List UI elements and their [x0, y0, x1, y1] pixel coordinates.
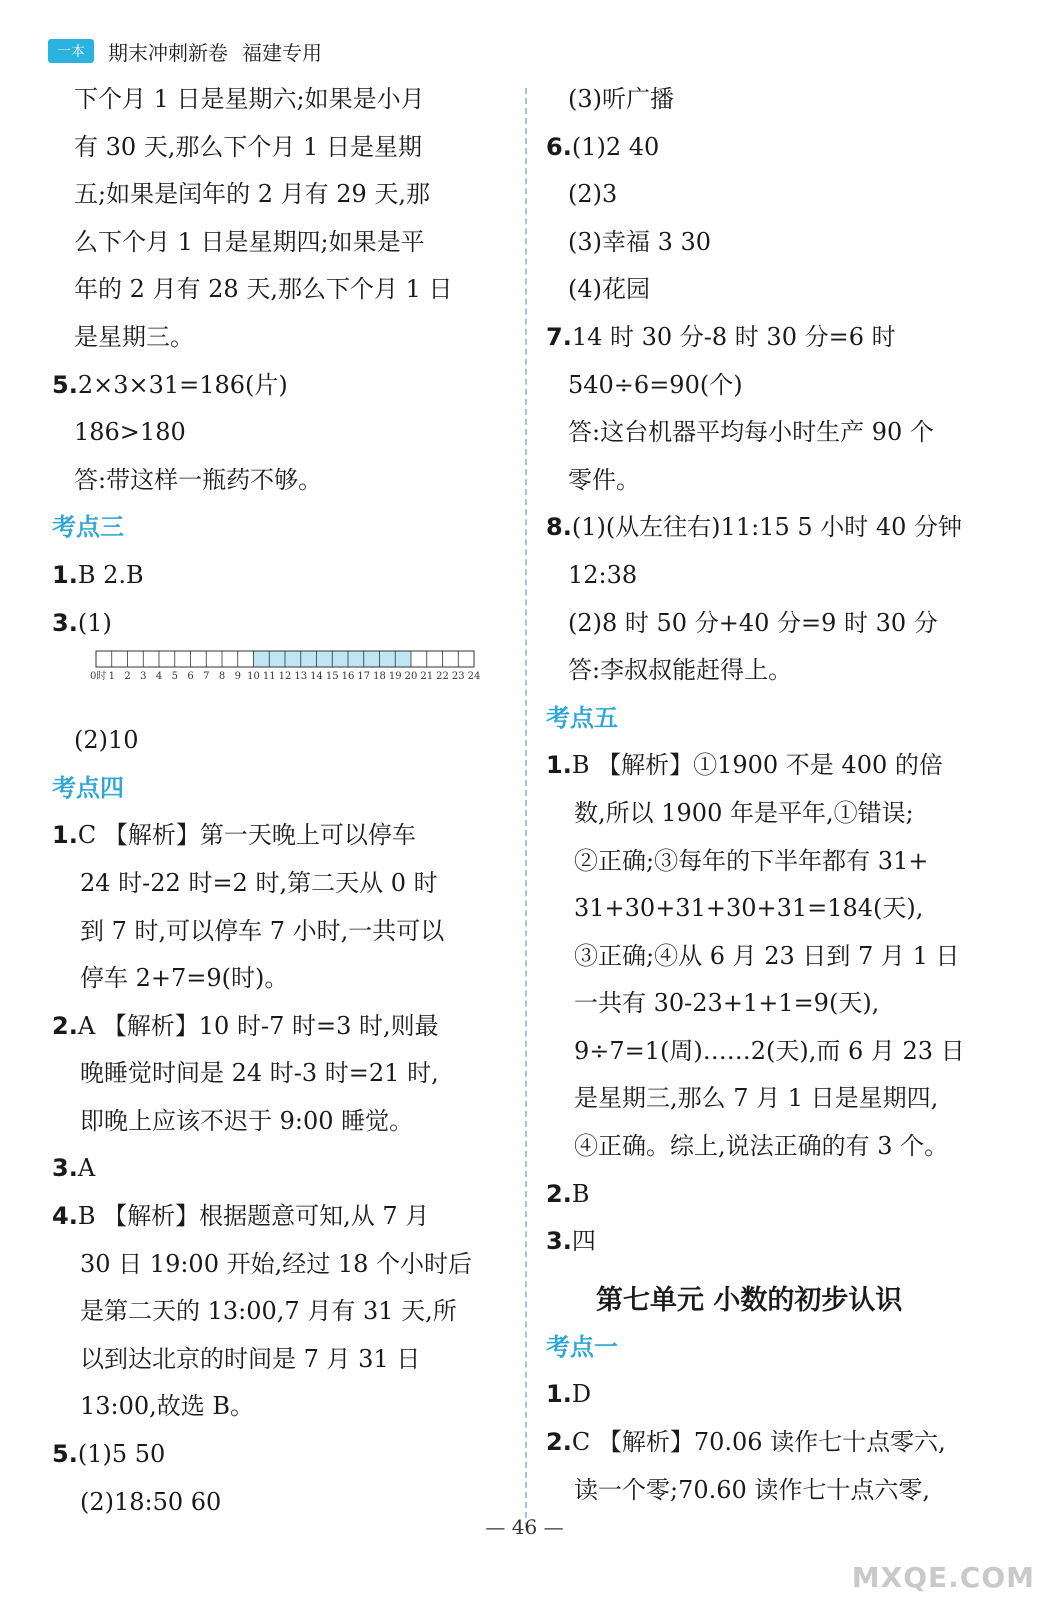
- answer-line: (2)18:50 60: [80, 1487, 222, 1516]
- answer-line: 是第二天的 13:00,7 月有 31 天,所: [80, 1297, 457, 1326]
- answer-item: [546, 1419, 1006, 1467]
- ruler-label: 20: [404, 671, 418, 683]
- question-number: 5.: [52, 370, 78, 399]
- time-ruler: [90, 647, 480, 683]
- answer-line: 一共有 30-23+1+1=9(天),: [574, 989, 880, 1018]
- section-heading: 考点四: [52, 773, 124, 802]
- answer-text: 14 时 30 分-8 时 30 分=6 时: [571, 322, 896, 351]
- answer-line: 五;如果是闰年的 2 月有 29 天,那: [74, 180, 431, 209]
- answer-item: [546, 124, 1006, 172]
- book-title: 期末冲刺新卷: [108, 40, 228, 65]
- answer-line: 零件。: [568, 465, 640, 494]
- ruler-label: 12: [278, 671, 292, 683]
- answer-item: [52, 362, 512, 410]
- answer-line: 答:这台机器平均每小时生产 90 个: [568, 418, 934, 447]
- answer-line: 12:38: [568, 560, 638, 589]
- answer-line: 31+30+31+30+31=184(天),: [574, 894, 924, 923]
- answer-item: [546, 742, 1006, 790]
- answer-line: (3)幸福 3 30: [568, 227, 712, 256]
- answer-line: 答:带这样一瓶药不够。: [74, 465, 323, 494]
- ruler-label: 19: [388, 671, 402, 683]
- answer-item: [52, 1193, 512, 1241]
- column-divider: [525, 88, 527, 1528]
- question-number: 5.: [52, 1440, 78, 1469]
- ruler-label: 16: [341, 671, 355, 683]
- answer-line: 么下个月 1 日是星期四;如果是平: [74, 227, 425, 256]
- answer-text: 2×3×31=186(片): [77, 370, 288, 399]
- answer-text: B 【解析】①1900 不是 400 的倍: [571, 751, 943, 780]
- ruler-label: 10: [247, 671, 260, 683]
- answer-line: 年的 2 月有 28 天,那么下个月 1 日: [74, 275, 453, 304]
- question-number: 2.: [546, 1428, 572, 1457]
- answer-item: [546, 504, 1006, 552]
- section-heading: 考点一: [546, 1332, 618, 1361]
- answer-line: 以到达北京的时间是 7 月 31 日: [80, 1344, 421, 1373]
- answer-text: 四: [571, 1227, 596, 1256]
- answer-line: ②正确;③每年的下半年都有 31+: [574, 846, 929, 875]
- answer-text: A: [77, 1154, 96, 1183]
- ruler-label: 21: [420, 671, 434, 683]
- answer-item: [52, 812, 512, 860]
- answer-text: (1)(从左往右)11:15 5 小时 40 分钟: [571, 513, 963, 542]
- answer-line: 是星期三,那么 7 月 1 日是星期四,: [574, 1084, 939, 1113]
- question-number: 2.: [546, 1179, 572, 1208]
- answer-line: 540÷6=90(个): [568, 370, 743, 399]
- brand-logo: 一本: [48, 39, 94, 63]
- left-column: [52, 76, 512, 1526]
- answer-line: 数,所以 1900 年是平年,①错误;: [574, 798, 914, 827]
- question-number: 1.: [52, 560, 78, 589]
- answer-line: 24 时-22 时=2 时,第二天从 0 时: [80, 868, 438, 897]
- ruler-label: 24: [467, 671, 480, 683]
- answer-line: 下个月 1 日是星期六;如果是小月: [74, 85, 425, 113]
- answer-text: B: [571, 1179, 590, 1208]
- answer-text: A 【解析】10 时-7 时=3 时,则最: [77, 1011, 439, 1040]
- answer-text: B 【解析】根据题意可知,从 7 月: [77, 1202, 430, 1231]
- answer-line: 30 日 19:00 开始,经过 18 个小时后: [80, 1249, 473, 1278]
- question-number: 3.: [52, 608, 78, 637]
- answer-line: (2)3: [568, 180, 618, 209]
- watermark: MXQE.COM: [851, 1561, 1035, 1594]
- question-number: 8.: [546, 513, 572, 542]
- answer-item: [52, 1145, 512, 1193]
- ruler-label: 7: [203, 671, 210, 683]
- page-number: — 46 —: [485, 1515, 564, 1539]
- answer-item: [52, 1431, 512, 1479]
- answer-text: (1)2 40: [571, 132, 660, 161]
- ruler-label: 5: [171, 671, 178, 683]
- unit-title: 第七单元 小数的初步认识: [596, 1284, 903, 1316]
- section-heading: 考点五: [546, 703, 618, 732]
- answer-line: (4)花园: [568, 275, 650, 304]
- answer-item: [546, 314, 1006, 362]
- ruler-label: 23: [451, 671, 465, 683]
- question-number: 7.: [546, 322, 572, 351]
- page-header: [48, 36, 322, 66]
- question-number: 1.: [52, 821, 78, 850]
- answer-line: ④正确。综上,说法正确的有 3 个。: [574, 1132, 949, 1161]
- answer-line: (2)10: [74, 726, 139, 755]
- answer-text: (1)5 50: [77, 1440, 166, 1469]
- answer-line: 是星期三。: [74, 322, 194, 351]
- answer-item: [546, 1371, 1006, 1419]
- ruler-label: 14: [310, 671, 323, 683]
- answer-line: 到 7 时,可以停车 7 小时,一共可以: [80, 916, 445, 945]
- ruler-label: 3: [140, 671, 147, 683]
- region-label: 福建专用: [242, 40, 322, 65]
- answer-line: 晚睡觉时间是 24 时-3 时=21 时,: [80, 1059, 439, 1088]
- ruler-label: 1: [108, 671, 115, 683]
- answer-item: [52, 552, 512, 600]
- answer-line: 停车 2+7=9(时)。: [80, 964, 289, 993]
- answer-line: ③正确;④从 6 月 23 日到 7 月 1 日: [574, 941, 960, 970]
- answer-item: [546, 1171, 1006, 1219]
- answer-text: D: [571, 1380, 592, 1409]
- ruler-label: 17: [357, 671, 371, 683]
- answer-text: (1): [77, 608, 112, 637]
- right-column: [546, 76, 1006, 1514]
- question-number: 3.: [52, 1154, 78, 1183]
- ruler-label: 2: [124, 671, 131, 683]
- question-number: 1.: [546, 751, 572, 780]
- ruler-label: 15: [325, 671, 339, 683]
- answer-line: 186>180: [74, 418, 186, 447]
- ruler-label: 18: [373, 671, 386, 683]
- question-number: 3.: [546, 1227, 572, 1256]
- answer-item: [546, 1218, 1006, 1266]
- question-number: 1.: [546, 1380, 572, 1409]
- question-number: 6.: [546, 132, 572, 161]
- ruler-label: 6: [187, 671, 194, 683]
- answer-line: 有 30 天,那么下个月 1 日是星期: [74, 132, 422, 161]
- ruler-label: 22: [436, 671, 449, 683]
- answer-item: [52, 1003, 512, 1051]
- ruler-figure: [52, 647, 512, 717]
- answer-line: (3)听广播: [568, 85, 674, 113]
- answer-line: 读一个零;70.60 读作七十点六零,: [574, 1475, 931, 1504]
- answer-line: 13:00,故选 B。: [80, 1392, 255, 1421]
- answer-text: C 【解析】第一天晚上可以停车: [77, 821, 416, 850]
- ruler-label: 0时: [90, 671, 107, 683]
- ruler-label: 4: [155, 671, 163, 683]
- ruler-label: 8: [218, 671, 226, 683]
- answer-item: [52, 600, 512, 648]
- question-number: 2.: [52, 1011, 78, 1040]
- answer-line: (2)8 时 50 分+40 分=9 时 30 分: [568, 608, 938, 637]
- answer-line: 9÷7=1(周)……2(天),而 6 月 23 日: [574, 1036, 965, 1065]
- ruler-label: 11: [262, 671, 276, 683]
- answer-text: B 2.B: [77, 560, 144, 589]
- section-heading: 考点三: [52, 513, 124, 542]
- ruler-label: 9: [234, 671, 241, 683]
- answer-line: 答:李叔叔能赶得上。: [568, 656, 793, 685]
- answer-text: C 【解析】70.06 读作七十点零六,: [571, 1428, 946, 1457]
- ruler-label: 13: [294, 671, 308, 683]
- answer-line: 即晚上应该不迟于 9:00 睡觉。: [80, 1106, 414, 1135]
- question-number: 4.: [52, 1202, 78, 1231]
